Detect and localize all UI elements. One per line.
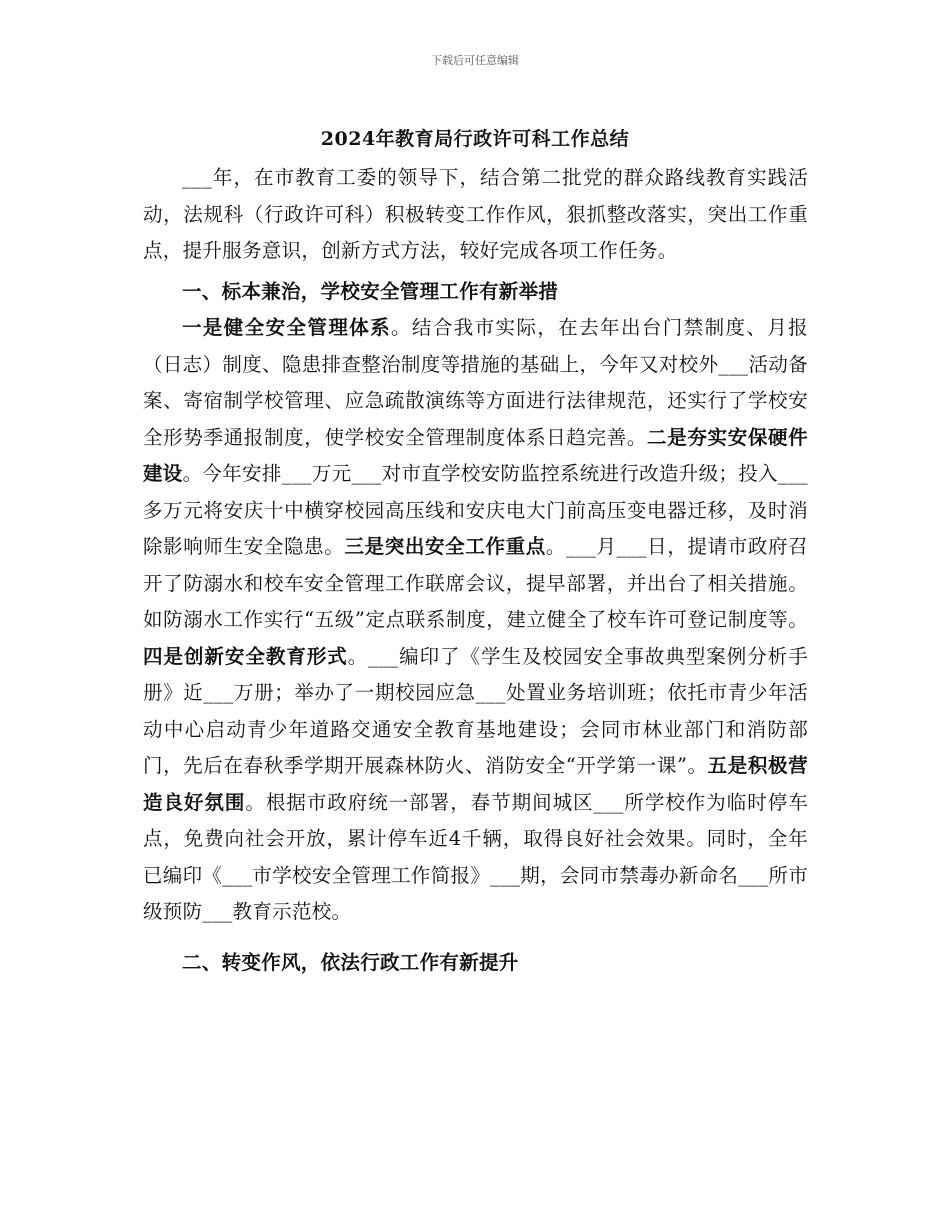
header-note: 下载后可任意编辑 <box>431 54 519 67</box>
point-2-lead: 二是夯实安保硬件建设 <box>143 425 808 485</box>
point-5-text: 。根据市政府统一部署，春节期间城区___所学校作为临时停车点，免费向社会开放，累计停车近4千辆，取得良好社会效果。同时，全年已编印《___市学校安全管理工作简报》___期，会同市禁毒办新命名___所市级预防___教育示范校。 <box>143 790 808 923</box>
document-title: 2024年教育局行政许可科工作总结 <box>320 128 630 150</box>
section-2-heading: 二、转变作风，依法行政工作有新提升 <box>182 950 519 974</box>
point-4-text: 。___编印了《学生及校园安全事故典型案例分析手册》近___万册；举办了一期校园应急___处置业务培训班；依托市青少年活动中心启动青少年道路交通安全教育基地建设；会同市林业部门和消防部门，先后在春秋季学期开展森林防火、消防安全“开学第一课”。 <box>143 644 808 777</box>
document-body <box>143 160 808 981</box>
point-5-lead: 五是积极营造良好氛围 <box>143 754 808 814</box>
intro-paragraph: ___年，在市教育工委的领导下，结合第二批党的群众路线教育实践活动，法规科（行政许可科）积极转变工作作风，狠抓整改落实，突出工作重点，提升服务意识，创新方式方法，较好完成各项工作任务。 <box>143 166 808 262</box>
point-2-text: 。今年安排___万元___对市直学校安防监控系统进行改造升级；投入___多万元将安庆十中横穿校园高压线和安庆电大门前高压变电器迁移，及时消除影响师生安全隐患。 <box>143 462 808 558</box>
point-3-text: 。___月___日，提请市政府召开了防溺水和校车安全管理工作联席会议，提早部署，并出台了相关措施。如防溺水工作实行“五级”定点联系制度，建立健全了校车许可登记制度等。 <box>143 535 808 631</box>
point-4-lead: 四是创新安全教育形式 <box>143 644 348 668</box>
point-1-lead: 一是健全安全管理体系 <box>182 316 392 339</box>
point-1-text: 。结合我市实际，在去年出台门禁制度、月报（日志）制度、隐患排查整治制度等措施的基础上，今年又对校外___活动备案、寄宿制学校管理、应急疏散演练等方面进行法律规范，还实行了学校安全形势季通报制度，使学校安全管理制度体系日趋完善。 <box>143 316 808 449</box>
point-3-lead: 三是突出安全工作重点 <box>344 535 546 558</box>
section-1-paragraph <box>143 310 808 931</box>
section-1-heading: 一、标本兼治，学校安全管理工作有新举措 <box>182 279 559 303</box>
